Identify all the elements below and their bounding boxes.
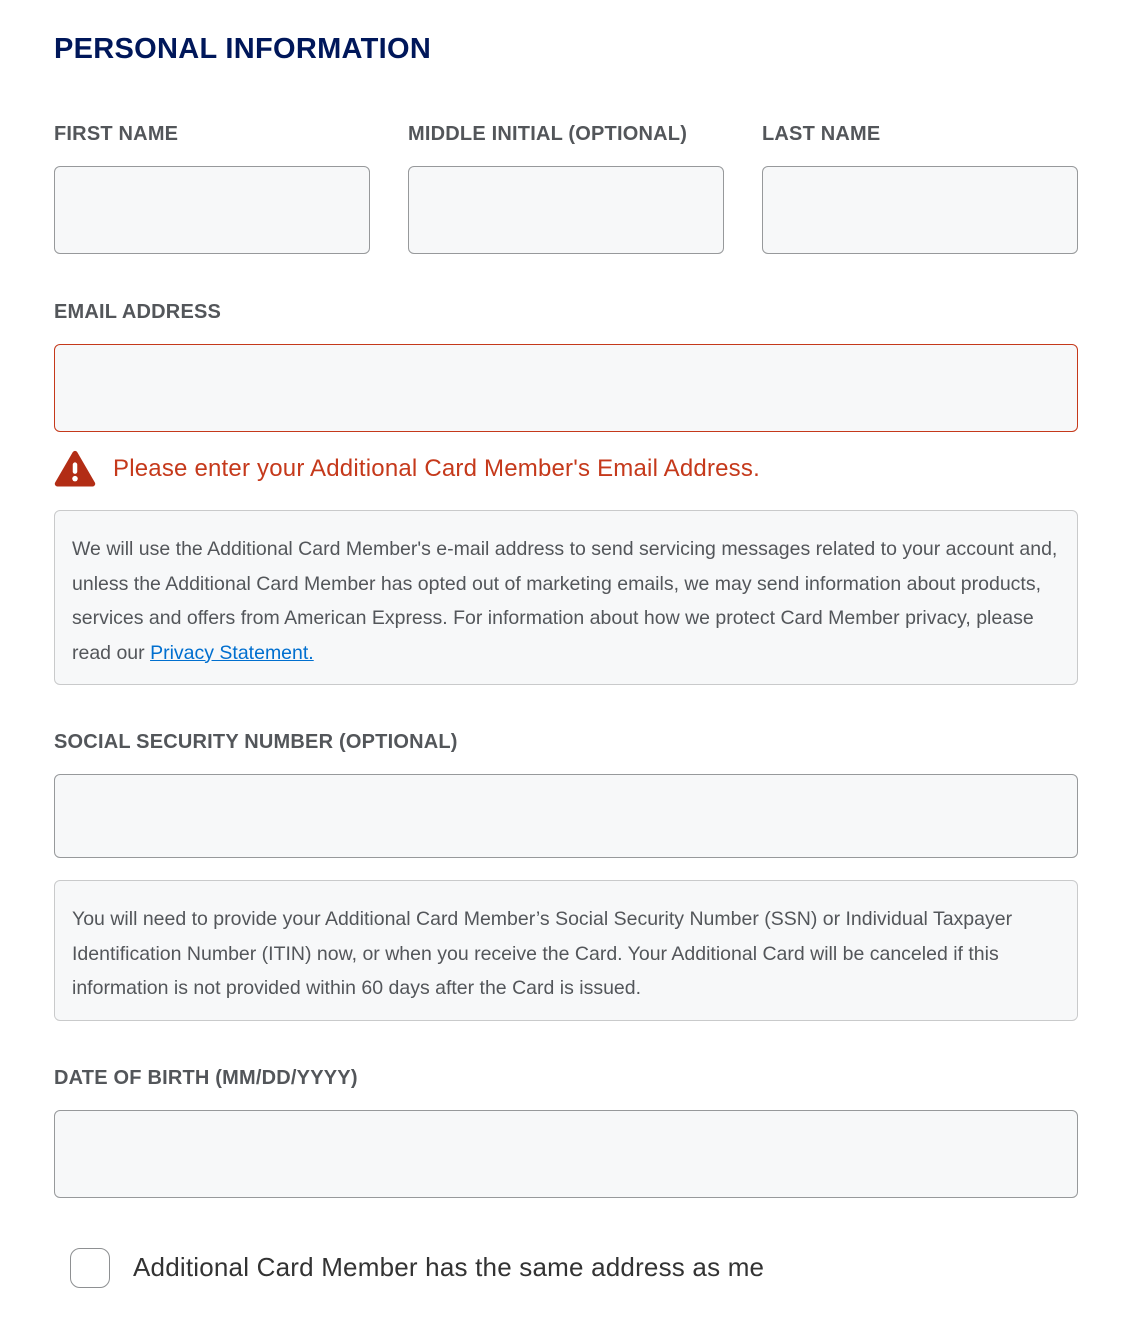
email-label: EMAIL ADDRESS bbox=[54, 301, 222, 323]
first-name-label: FIRST NAME bbox=[54, 123, 179, 145]
same-address-label: Additional Card Member has the same address as me bbox=[133, 1252, 765, 1282]
same-address-checkbox[interactable] bbox=[70, 1248, 110, 1288]
email-error-message bbox=[54, 450, 1078, 488]
privacy-statement-link[interactable]: Privacy Statement. bbox=[150, 641, 314, 664]
same-address-row bbox=[70, 1248, 1078, 1288]
middle-initial-label: MIDDLE INITIAL (OPTIONAL) bbox=[408, 123, 688, 145]
email-privacy-note-text: We will use the Additional Card Member's e-mail address to send servicing messages related to your account and, unless the Additional Card Member has opted out of marketing emails, we may send information about products, services and offers from American Express. For information about how we protect Card Member privacy, please read our bbox=[72, 538, 1058, 664]
first-name-field bbox=[54, 120, 370, 254]
section-title: PERSONAL INFORMATION bbox=[54, 33, 432, 65]
dob-input[interactable] bbox=[54, 1110, 1078, 1198]
dob-label: DATE OF BIRTH (MM/DD/YYYY) bbox=[54, 1066, 358, 1089]
ssn-requirement-note bbox=[54, 880, 1078, 1021]
name-fields-row bbox=[54, 120, 1078, 254]
ssn-requirement-note-text: You will need to provide your Additional Card Member’s Social Security Number (SSN) or Individual Taxpayer Identification Number (ITIN) now, or when you receive the Card. Your Additional Card will be canceled if this information is not provided within 60 days after the Card is issued. bbox=[72, 908, 1013, 999]
email-privacy-note bbox=[54, 510, 1078, 685]
last-name-field bbox=[762, 120, 1078, 254]
email-field bbox=[54, 298, 1078, 432]
ssn-field bbox=[54, 728, 1078, 858]
middle-initial-field bbox=[408, 120, 724, 254]
ssn-input[interactable] bbox=[54, 774, 1078, 858]
first-name-input[interactable] bbox=[54, 166, 370, 254]
dob-field bbox=[54, 1064, 1078, 1198]
email-error-text: Please enter your Additional Card Member's Email Address. bbox=[113, 455, 760, 482]
warning-triangle-icon bbox=[54, 450, 96, 488]
email-input[interactable] bbox=[54, 344, 1078, 432]
last-name-label: LAST NAME bbox=[762, 123, 881, 145]
middle-initial-input[interactable] bbox=[408, 166, 724, 254]
ssn-label: SOCIAL SECURITY NUMBER (OPTIONAL) bbox=[54, 731, 458, 753]
last-name-input[interactable] bbox=[762, 166, 1078, 254]
